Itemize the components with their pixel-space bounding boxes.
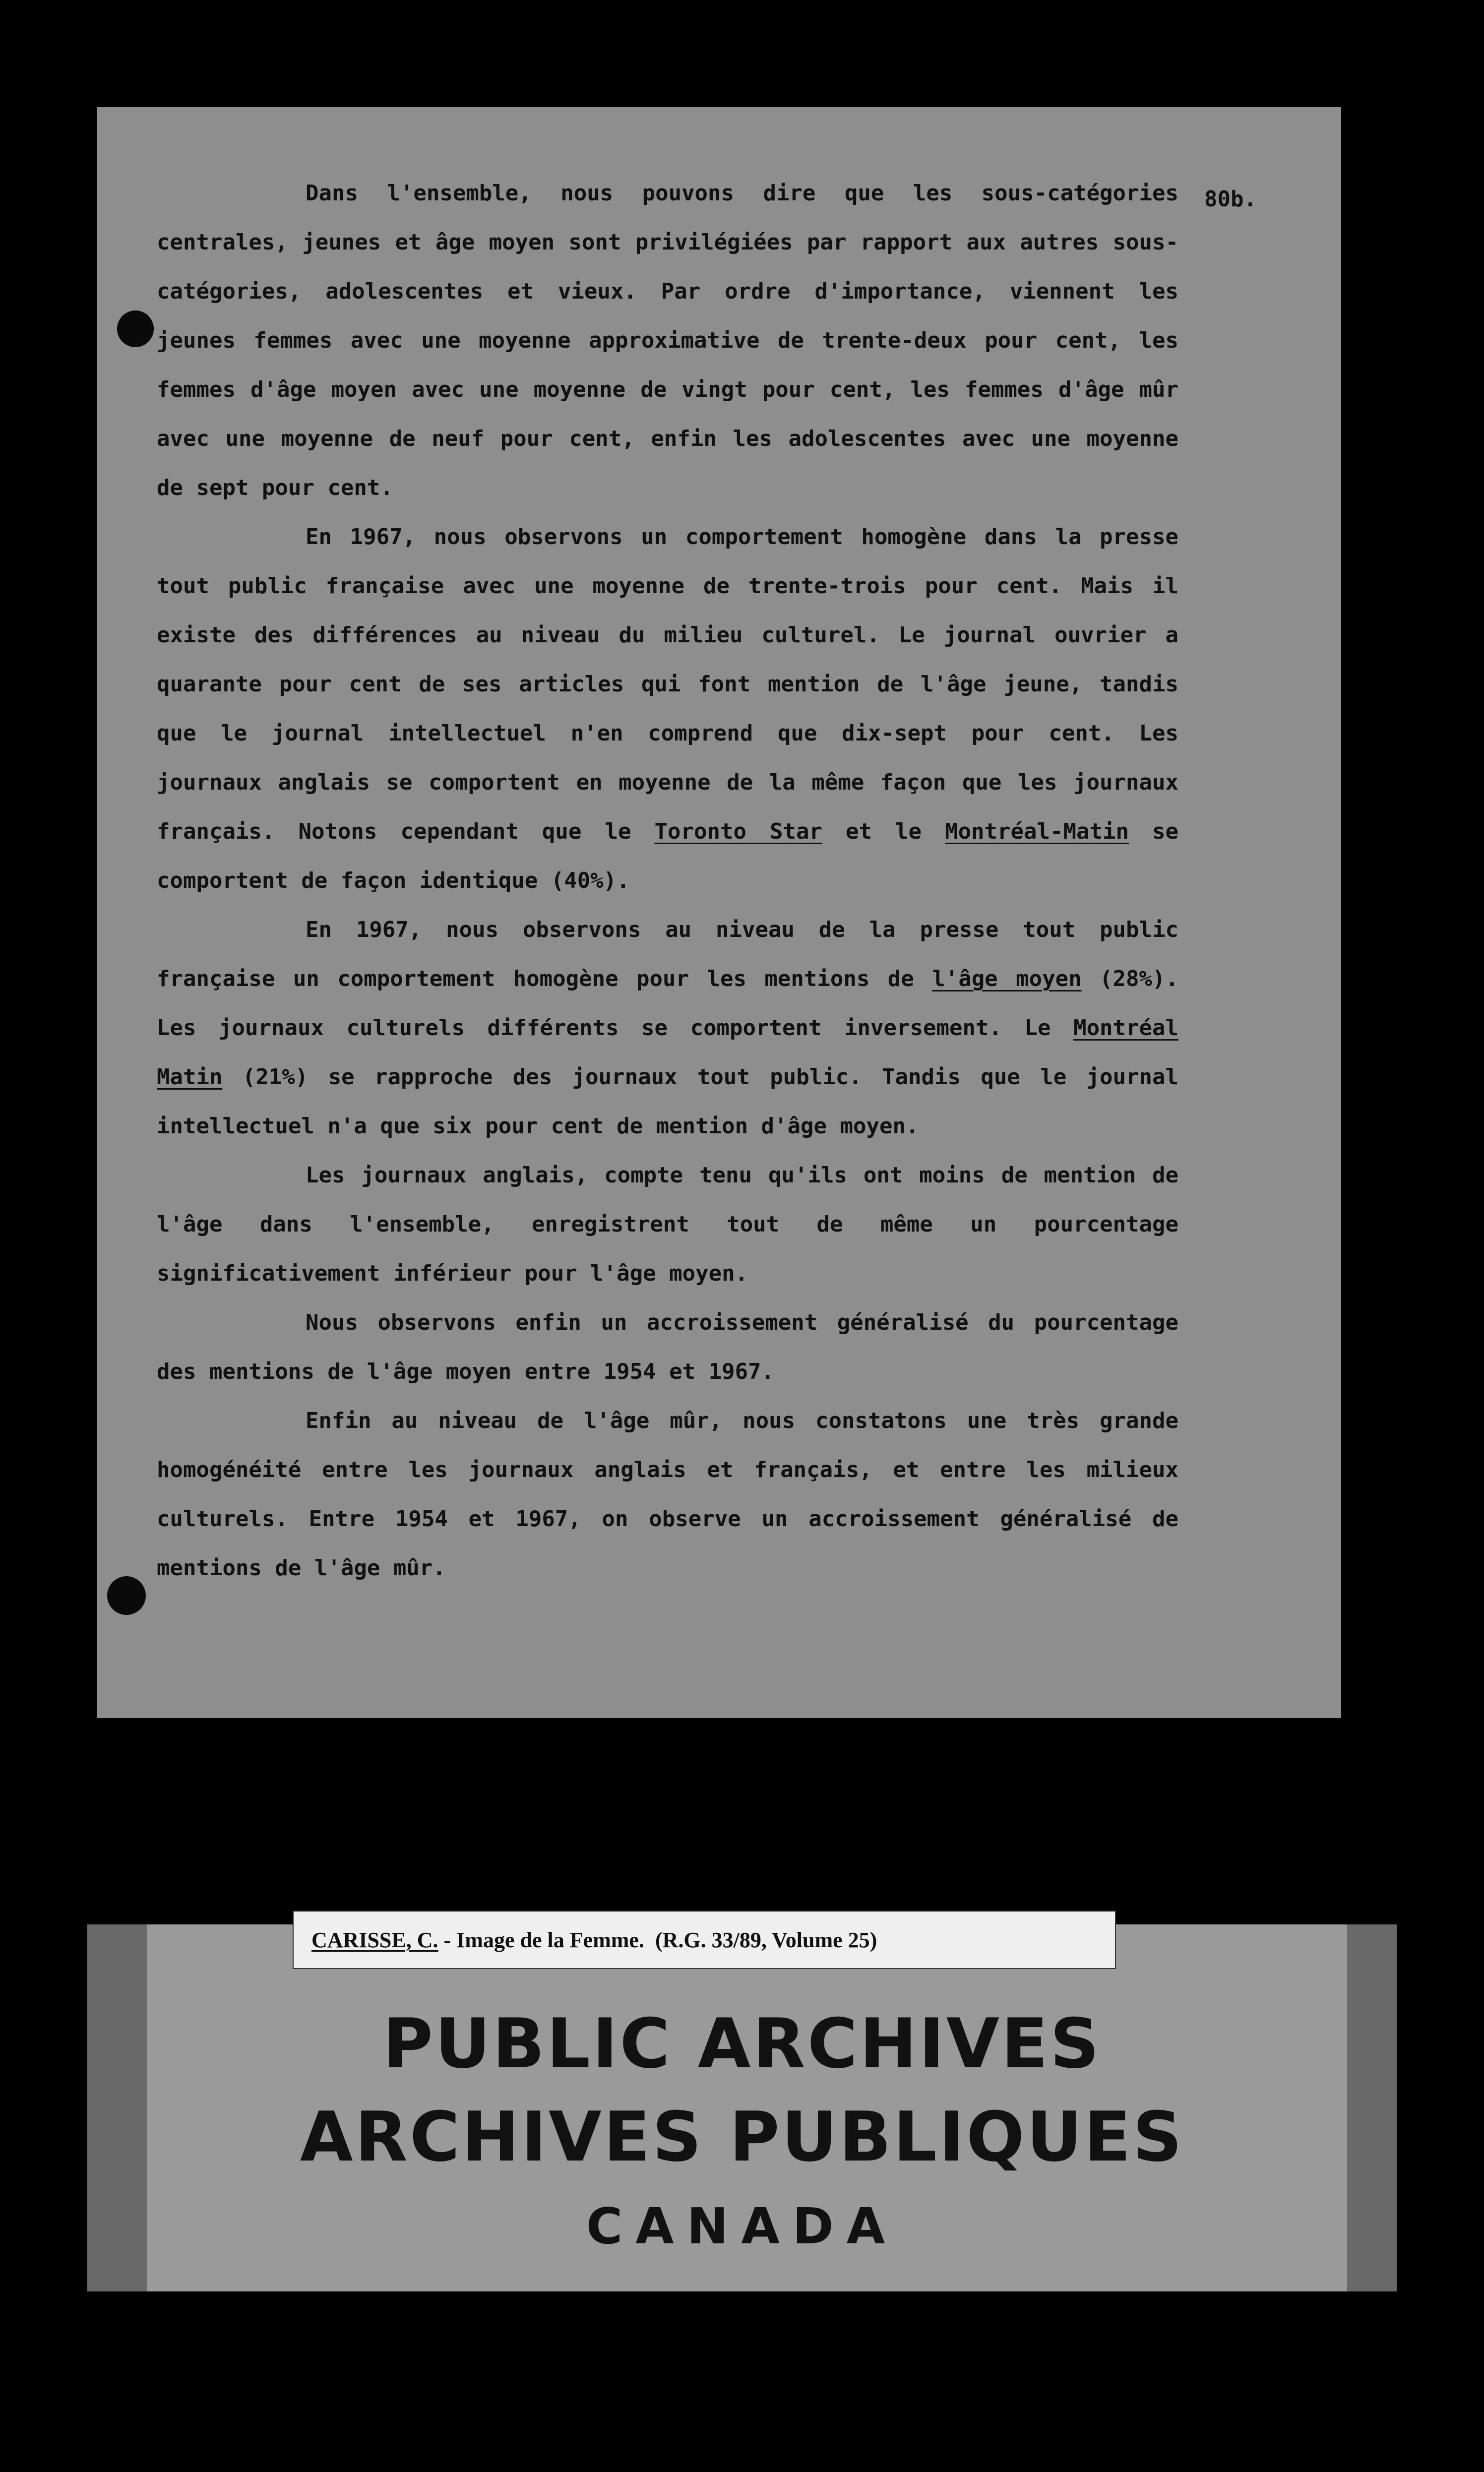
stamp-line-public-archives: PUBLIC ARCHIVES	[382, 2004, 1102, 2084]
paragraph-text: En 1967, nous observons au niveau de la presse tout public française un comportement homogène pour les mentions de	[157, 917, 1178, 991]
paragraph-text: Enfin au niveau de l'âge mûr, nous constatons une très grande homogénéité entre les journaux anglais et français, et entre les milieux culturels. Entre 1954 et 1967, on observe un accroissement généralisé de mentions de l'âge mûr.	[157, 1408, 1178, 1581]
paragraph-text: En 1967, nous observons un comportement homogène dans la presse tout public française avec une moyenne de trente-trois pour cent. Mais il existe des différences au niveau du milieu culturel. Le journal ouvrier a quarante pour cent de ses articles qui font mention de l'âge jeune, tandis que le journal intellectuel n'en comprend que dix-sept pour cent. Les journaux anglais se comportent en moyenne de la même façon que les journaux français. Notons cependant que le	[157, 524, 1178, 844]
paragraph-text: (28%). Les journaux culturels différents se comportent inversement. Le	[157, 966, 1178, 1041]
paragraph	[157, 1151, 1178, 1298]
paragraph	[157, 905, 1178, 1151]
label-reference: - Image de la Femme. (R.G. 33/89, Volume 25)	[438, 1927, 877, 1952]
label-author: CARISSE, C.	[311, 1927, 438, 1952]
paragraph-text: (21%) se rapproche des journaux tout public. Tandis que le journal intellectuel n'a que six pour cent de mention d'âge moyen.	[157, 1064, 1178, 1139]
archive-reference-label	[293, 1911, 1116, 1969]
paragraph-text: Dans l'ensemble, nous pouvons dire que les sous-catégories centrales, jeunes et âge moyen sont privilégiées par rapport aux autres sous-catégories, adolescentes et vieux. Par ordre d'importance, viennent les jeunes femmes avec une moyenne approximative de trente-deux pour cent, les femmes d'âge moyen avec une moyenne de vingt pour cent, les femmes d'âge mûr avec une moyenne de neuf pour cent, enfin les adolescentes avec une moyenne de sept pour cent.	[157, 181, 1178, 500]
underlined-title: Montréal Matin	[157, 1015, 1178, 1090]
paragraph-text: Nous observons enfin un accroissement généralisé du pourcentage des mentions de l'âge moyen entre 1954 et 1967.	[157, 1310, 1178, 1384]
punch-hole-top	[117, 310, 154, 347]
paragraph-text: et le	[822, 819, 945, 844]
body-text	[157, 169, 1178, 1593]
punch-hole-bottom	[107, 1576, 146, 1615]
paragraph	[157, 1298, 1178, 1396]
paragraph-text: se comportent de façon identique (40%).	[157, 819, 1178, 893]
paragraph	[157, 169, 1178, 512]
underlined-title: l'âge moyen	[932, 966, 1082, 991]
stamp-line-archives-publiques: ARCHIVES PUBLIQUES	[300, 2097, 1184, 2177]
page-number: 80b.	[1204, 186, 1257, 212]
paragraph	[157, 512, 1178, 905]
underlined-title: Montréal-Matin	[945, 819, 1129, 844]
stamp-line-canada: CANADA	[586, 2197, 898, 2255]
underlined-title: Toronto Star	[654, 819, 822, 844]
paragraph	[157, 1396, 1178, 1593]
paragraph-text: Les journaux anglais, compte tenu qu'ils ont moins de mention de l'âge dans l'ensemble, enregistrent tout de même un pourcentage significativement inférieur pour l'âge moyen.	[157, 1163, 1178, 1286]
